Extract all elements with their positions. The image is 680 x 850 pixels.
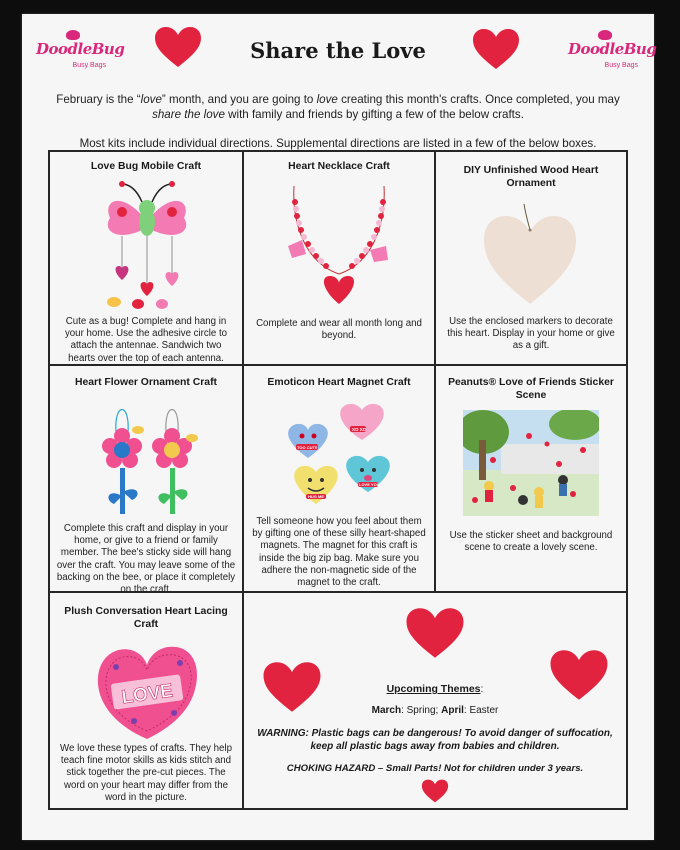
craft-sheet <box>22 14 657 840</box>
heart-icon <box>405 607 465 659</box>
heart-necklace-image <box>284 182 394 307</box>
plastic-bag-warning: WARNING: Plastic bags can be dangerous! To avoid danger of suffocation, keep all plastic bags away from babies and children. <box>257 728 613 752</box>
magnet-word: HUG ME <box>308 494 324 499</box>
logo-subtitle: Busy Bags <box>72 62 106 69</box>
craft-description: We love these types of crafts. They help teach fine motor skills as kids stitch and stick together the pre-cut pieces. The word on your heart may differ from the word in the picture. <box>60 743 232 803</box>
craft-description: Use the sticker sheet and background scene to create a lovely scene. <box>449 530 613 554</box>
craft-description: Complete and wear all month long and beyond. <box>256 318 422 342</box>
directions-note: Most kits include individual directions. Supplemental directions are listed in a few of the below boxes. <box>79 137 597 150</box>
magnet-word: TOO CUTE <box>297 445 318 450</box>
craft-description: Use the enclosed markers to decorate this heart. Display in your home or give as a gift. <box>447 316 615 352</box>
intro-paragraph: February is the “love” month, and you are going to love creating this month's crafts. Once completed, you may share the love with family and friends by gifting a few of the below crafts. <box>56 93 620 121</box>
heart-flower-ornament-image <box>96 392 200 522</box>
craft-title: Emoticon Heart Magnet Craft <box>267 377 411 388</box>
craft-cell-emoticon-magnet <box>244 366 434 591</box>
grid-line <box>48 808 628 810</box>
craft-title: Heart Necklace Craft <box>288 161 390 172</box>
craft-title: Plush Conversation Heart Lacing Craft <box>64 606 228 630</box>
wood-heart-ornament-image <box>482 202 578 306</box>
logo-brand: DoodleBug <box>36 40 125 58</box>
love-bug-mobile-image <box>102 180 192 310</box>
craft-cell-plush-heart <box>50 593 242 808</box>
themes-warnings-panel <box>244 593 626 808</box>
craft-description: Tell someone how you feel about them by gifting one of these silly heart-shaped magnets. The magnet for this craft is inside the big zip bag. Make sure you adhere the non-magnetic side of the magnet to the craft. <box>252 516 426 589</box>
page-title: Share the Love <box>250 38 426 63</box>
craft-cell-love-bug <box>50 152 242 364</box>
logo-brand: DoodleBug <box>568 40 657 58</box>
magnet-word: XO XO <box>352 427 367 432</box>
plush-heart-word: LOVE <box>120 680 175 709</box>
craft-title: Heart Flower Ornament Craft <box>74 377 218 388</box>
craft-cell-heart-necklace <box>244 152 434 364</box>
craft-cell-wood-heart <box>436 152 626 364</box>
emoticon-heart-magnets-image <box>282 396 398 518</box>
plush-heart-image <box>94 641 200 741</box>
peanuts-sticker-scene-image <box>463 410 599 516</box>
craft-cell-peanuts-scene <box>436 366 626 591</box>
logo-subtitle: Busy Bags <box>604 62 638 69</box>
craft-grid <box>48 150 628 810</box>
craft-title: Peanuts® Love of Friends Sticker Scene <box>448 377 614 401</box>
heart-icon <box>421 779 449 803</box>
craft-title: Love Bug Mobile Craft <box>90 161 202 172</box>
upcoming-themes-heading: Upcoming Themes: <box>386 683 484 695</box>
grid-line <box>626 150 628 810</box>
upcoming-themes-list: March: Spring; April: Easter <box>371 705 499 716</box>
craft-title: DIY Unfinished Wood Heart Ornament <box>463 165 599 189</box>
craft-cell-heart-flower <box>50 366 242 596</box>
craft-description: Complete this craft and display in your home, or give to a friend or family member. The bee's sticky side will hang over the craft. You may leave some of the backing on the bee, or place it completely on the craft. <box>56 523 236 596</box>
craft-description: Cute as a bug! Complete and hang in your home. Use the adhesive circle to attach the antennae. Sandwich two hearts over the top of each antenna. <box>64 316 228 364</box>
choking-hazard-warning: CHOKING HAZARD – Small Parts! Not for children under 3 years. <box>286 763 584 774</box>
magnet-word: LOVE YOU <box>359 482 380 487</box>
